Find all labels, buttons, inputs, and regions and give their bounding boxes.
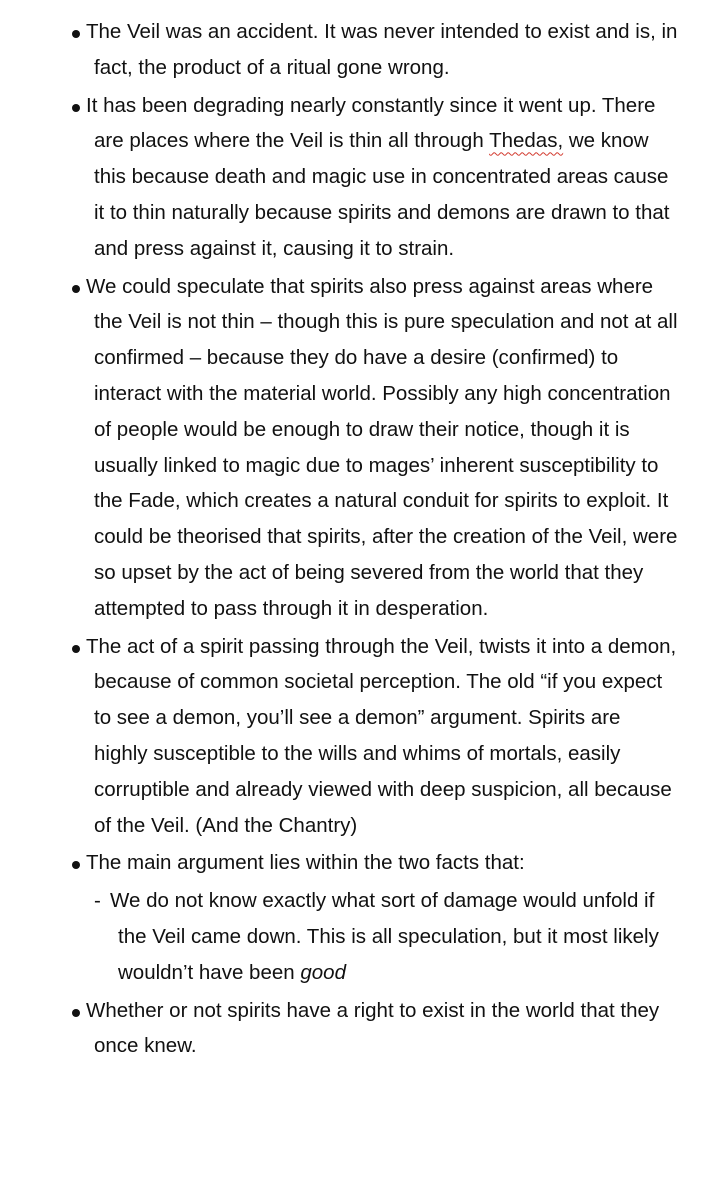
- bullet-text: [86, 88, 678, 267]
- sub-item-text-part: We do not know exactly what sort of damage would unfold if the Veil came down. This is all speculation, but it most likely wouldn’t have been: [110, 889, 659, 984]
- bullet-item-veil-degrading: [0, 88, 708, 267]
- bullet-text: The Veil was an accident. It was never intended to exist and is, in fact, the product of a ritual gone wrong.: [86, 20, 678, 79]
- bullet-dot-icon: [72, 285, 80, 293]
- bullet-text-part: we know this because death and magic use in concentrated areas cause it to thin naturally because spirits and demons are drawn to that and press against it, causing it to strain.: [94, 129, 670, 260]
- bullet-item-spirits-speculation: [0, 269, 708, 627]
- bullet-dot-icon: [72, 861, 80, 869]
- emphasized-word: good: [300, 960, 346, 984]
- bullet-item-spirit-demon: [0, 629, 708, 844]
- bullet-dot-icon: [72, 645, 80, 653]
- bullet-dot-icon: [72, 30, 80, 38]
- dash-marker: -: [94, 889, 101, 913]
- sub-item-damage: [0, 883, 708, 990]
- bullet-text: The main argument lies within the two facts that:: [86, 851, 525, 875]
- bullet-dot-icon: [72, 1009, 80, 1017]
- bullet-item-main-argument: [0, 845, 708, 881]
- bullet-text: The act of a spirit passing through the Veil, twists it into a demon, because of common societal perception. The old “if you expect to see a demon, you’ll see a demon” argument. Spirits are highly susceptible to the wills and whims of mortals, easily corruptible and already viewed with deep suspicion, all because of the Veil. (And the Chantry): [86, 634, 677, 837]
- bullet-item-veil-accident: [0, 14, 708, 86]
- bullet-text: Whether or not spirits have a right to exist in the world that they once knew.: [86, 998, 660, 1058]
- document-body: [0, 14, 708, 1066]
- sub-item-text: [110, 883, 678, 990]
- bullet-text-part: It has been degrading nearly constantly since it went up. There are places where the Veil is thin all through: [86, 93, 656, 153]
- bullet-dot-icon: [72, 104, 80, 112]
- misspelled-word[interactable]: Thedas,: [489, 129, 564, 153]
- bullet-text: We could speculate that spirits also press against areas where the Veil is not thin – though this is pure speculation and not at all confirmed – because they do have a desire (confirmed) to interact with the material world. Possibly any high concentration of people would be enough to draw their notice, though it is usually linked to magic due to mages’ inherent susceptibility to the Fade, which creates a natural conduit for spirits to exploit. It could be theorised that spirits, after the creation of the Veil, were so upset by the act of being severed from the world that they attempted to pass through it in desperation.: [86, 274, 678, 620]
- bullet-item-spirits-right: [0, 993, 708, 1065]
